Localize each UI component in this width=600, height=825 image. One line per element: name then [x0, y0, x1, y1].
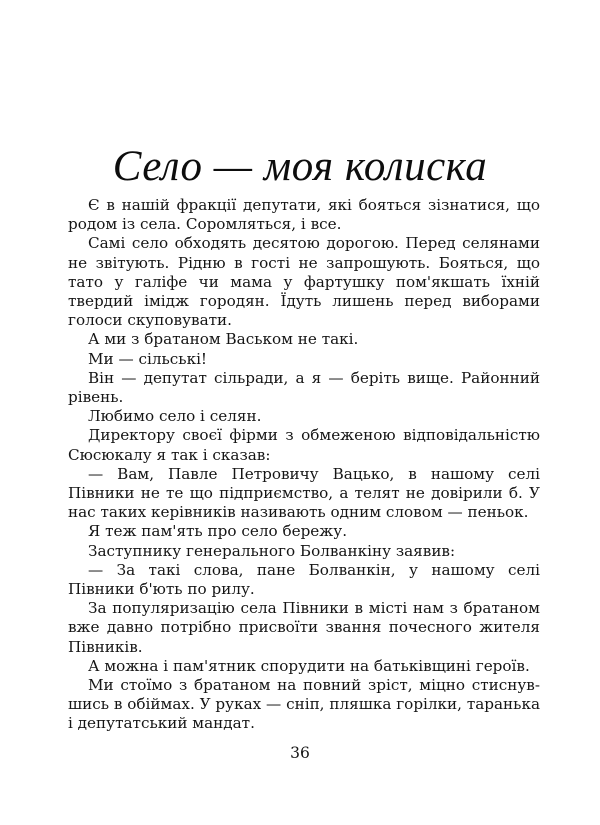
paragraph: Я теж пам'ять про село бережу. — [88, 522, 348, 541]
paragraph: А ми з братаном Васьком не такі. — [88, 330, 359, 349]
paragraph: Директору своєї фірми з обмеженою відповідальністю Сюсюкалу я так і сказав: — [68, 426, 540, 464]
paragraph: Заступнику генерального Болванкіну заявив: — [88, 541, 456, 560]
paragraph: Ми стоїмо з братаном на повний зріст, міцно стиснувшись в обіймах. У руках — сніп, пляшка горілки, таранька і депутатський мандат. — [68, 676, 540, 733]
paragraph: Любимо село і селян. — [88, 407, 262, 426]
paragraph: Самі село обходять десятою дорогою. Перед селянами не звітують. Рідню в гості не запрошують. Бояться, що тато у галіфе чи мама у фартушку пом'якшать їхній твердий імідж городян. Їдуть лишень перед виборами голоси скуповувати. — [68, 234, 540, 330]
paragraph: Є в нашій фракції депутати, які бояться зізнатися, що родом із села. Соромляться, і все. — [68, 196, 540, 234]
paragraph: Ми — сільські! — [88, 349, 208, 368]
paragraph: За популяризацію села Півники в місті нам з братаном вже давно потрібно присвоїти звання почесного жителя Півників. — [68, 599, 540, 656]
chapter-body — [68, 196, 540, 734]
page-number: 36 — [290, 744, 310, 762]
paragraph: Він — депутат сільради, а я — беріть вище. Районний рівень. — [68, 368, 540, 407]
paragraph: — Вам, Павле Петровичу Вацько, в нашому селі Півники не те що підприємство, а телят не довірили б. У нас таких керівників називають одним словом — пеньок. — [68, 464, 540, 522]
paragraph: А можна і пам'ятник спорудити на батьківщині героїв. — [88, 656, 530, 675]
paragraph: — За такі слова, пане Болванкін, у нашому селі Півники б'ють по рилу. — [68, 560, 540, 599]
chapter-title: Село — моя колиска — [112, 143, 488, 190]
